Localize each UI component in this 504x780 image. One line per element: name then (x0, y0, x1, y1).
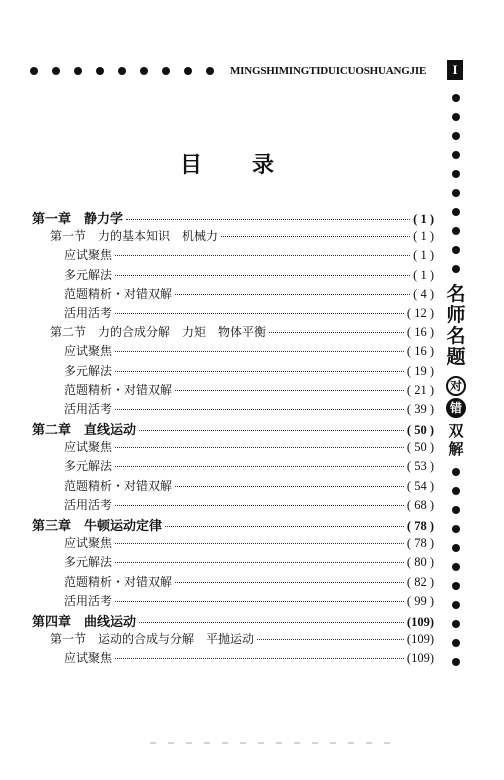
toc-entry-title: 应试聚焦 (64, 651, 113, 666)
dot-icon (452, 468, 460, 476)
page-title: 目录 (179, 153, 324, 178)
side-title-char: 题 (446, 346, 466, 368)
dot-leader (115, 505, 404, 506)
dot-icon (452, 639, 460, 647)
dot-leader (175, 486, 404, 487)
toc-page-number: ( 21 ) (406, 382, 434, 397)
toc-page-number: ( 12 ) (406, 305, 434, 320)
dot-icon (452, 487, 460, 495)
dot-leader (115, 313, 404, 314)
header-text: MINGSHIMINGTIDUICUOSHUANGJIE (230, 65, 427, 77)
dot-leader (115, 562, 404, 563)
toc-page-number: ( 1 ) (413, 229, 434, 244)
toc-page-number: ( 16 ) (406, 325, 434, 340)
dot-leader (165, 526, 404, 527)
toc-entry-title: 多元解法 (64, 555, 113, 570)
dot-icon (452, 658, 460, 666)
dot-leader (115, 275, 410, 276)
toc-entry[interactable] (32, 362, 434, 381)
dot-leader (115, 371, 404, 372)
toc-entry[interactable] (32, 457, 434, 476)
toc-page-number: ( 4 ) (413, 286, 434, 301)
toc-entry[interactable] (32, 266, 434, 285)
toc-page-number: ( 80 ) (406, 555, 434, 570)
toc-entry-title: 活用活考 (64, 401, 113, 416)
toc-entry[interactable] (32, 477, 434, 496)
dot-icon (96, 67, 104, 75)
toc-chapter[interactable] (32, 208, 434, 227)
dot-leader (115, 409, 404, 410)
toc-page-number: ( 1 ) (413, 248, 434, 263)
dot-icon (162, 67, 170, 75)
toc-page-number: ( 50 ) (406, 440, 434, 455)
dot-icon (452, 601, 460, 609)
dot-icon (452, 227, 460, 235)
toc-entry[interactable] (32, 553, 434, 572)
dot-leader (269, 332, 404, 333)
toc-chapter[interactable] (32, 419, 434, 438)
toc-page-number: ( 99 ) (406, 593, 434, 608)
toc-entry[interactable] (32, 496, 434, 515)
toc-entry-title: 范题精析・对错双解 (64, 382, 173, 397)
dot-icon (452, 113, 460, 121)
dot-leader (139, 430, 404, 431)
toc-entry-title: 第三章 牛顿运动定律 (32, 519, 163, 534)
side-sub-char: 解 (448, 440, 464, 458)
side-title (446, 284, 466, 368)
toc-page-number: ( 54 ) (406, 478, 434, 493)
dot-icon (452, 563, 460, 571)
dot-leader (175, 390, 404, 391)
toc-entry-title: 应试聚焦 (64, 344, 113, 359)
page-number: I (447, 60, 463, 80)
dot-icon (452, 525, 460, 533)
toc-entry-title: 第一节 运动的合成与分解 平抛运动 (50, 632, 255, 647)
toc-entry[interactable] (32, 592, 434, 611)
toc-page-number: ( 16 ) (406, 344, 434, 359)
scan-artifact (150, 742, 390, 744)
dot-icon (30, 67, 38, 75)
dot-icon (452, 189, 460, 197)
running-header (30, 62, 470, 82)
toc-entry-title: 第一节 力的基本知识 机械力 (50, 229, 219, 244)
toc-page-number: (109) (406, 614, 434, 629)
toc-section[interactable] (32, 227, 434, 246)
dot-leader (175, 582, 404, 583)
dot-icon (452, 132, 460, 140)
dot-icon (452, 620, 460, 628)
dot-icon (452, 582, 460, 590)
toc-entry-title: 多元解法 (64, 267, 113, 282)
toc-page-number: ( 1 ) (413, 267, 434, 282)
dot-icon (452, 544, 460, 552)
toc-entry-title: 范题精析・对错双解 (64, 286, 173, 301)
toc-page-number: (109) (406, 651, 434, 666)
circled-char: 对 (446, 376, 466, 396)
toc-entry-title: 活用活考 (64, 593, 113, 608)
table-of-contents (32, 208, 434, 669)
toc-entry[interactable] (32, 285, 434, 304)
side-title-char: 名 (446, 325, 466, 347)
toc-entry-title: 范题精析・对错双解 (64, 574, 173, 589)
dot-leader (115, 447, 404, 448)
dot-icon (118, 67, 126, 75)
dot-icon (74, 67, 82, 75)
dot-leader (115, 351, 404, 352)
toc-chapter[interactable] (32, 515, 434, 534)
toc-entry-title: 应试聚焦 (64, 440, 113, 455)
dot-icon (452, 265, 460, 273)
toc-page-number: ( 82 ) (406, 574, 434, 589)
toc-entry[interactable] (32, 534, 434, 553)
dot-icon (52, 67, 60, 75)
dot-leader (221, 236, 410, 237)
dot-leader (115, 466, 404, 467)
toc-page-number: ( 68 ) (406, 497, 434, 512)
dot-icon (452, 94, 460, 102)
toc-entry[interactable] (32, 649, 434, 668)
toc-entry[interactable] (32, 381, 434, 400)
toc-entry-title: 多元解法 (64, 363, 113, 378)
toc-entry[interactable] (32, 438, 434, 457)
dot-icon (452, 246, 460, 254)
toc-entry[interactable] (32, 400, 434, 419)
toc-page-number: ( 53 ) (406, 459, 434, 474)
dot-leader (115, 601, 404, 602)
toc-page-number: ( 19 ) (406, 363, 434, 378)
dot-icon (140, 67, 148, 75)
toc-section[interactable] (32, 323, 434, 342)
toc-page-number: ( 1 ) (413, 212, 434, 226)
dot-leader (115, 543, 404, 544)
dot-icon (206, 67, 214, 75)
toc-entry-title: 多元解法 (64, 459, 113, 474)
side-banner (446, 94, 466, 677)
toc-entry-title: 活用活考 (64, 497, 113, 512)
toc-entry-title: 第二节 力的合成分解 力矩 物体平衡 (50, 325, 267, 340)
dot-leader (139, 622, 404, 623)
dot-leader (175, 294, 410, 295)
toc-section[interactable] (32, 630, 434, 649)
dot-icon (452, 208, 460, 216)
side-subtitle (446, 422, 466, 458)
toc-page-number: ( 50 ) (406, 423, 434, 438)
toc-entry-title: 第四章 曲线运动 (32, 614, 137, 630)
side-title-char: 师 (446, 304, 466, 326)
side-title-char: 名 (446, 283, 466, 305)
toc-entry-title: 第一章 静力学 (32, 212, 124, 227)
toc-page-number: ( 78 ) (406, 519, 434, 533)
toc-entry-title: 第二章 直线运动 (32, 423, 137, 439)
toc-entry[interactable] (32, 342, 434, 361)
dot-icon (184, 67, 192, 75)
toc-entry[interactable] (32, 304, 434, 323)
toc-entry[interactable] (32, 573, 434, 592)
dot-icon (452, 506, 460, 514)
toc-entry-title: 范题精析・对错双解 (64, 478, 173, 493)
toc-chapter[interactable] (32, 611, 434, 630)
toc-entry[interactable] (32, 246, 434, 265)
dot-leader (115, 658, 404, 659)
toc-page-number: (109) (406, 632, 434, 647)
side-sub-char: 双 (448, 422, 464, 440)
circled-char-filled: 错 (446, 398, 466, 418)
toc-entry-title: 活用活考 (64, 305, 113, 320)
toc-page-number: ( 39 ) (406, 401, 434, 416)
toc-entry-title: 应试聚焦 (64, 248, 113, 263)
dot-leader (257, 639, 404, 640)
toc-page-number: ( 78 ) (406, 536, 434, 551)
header-dots (30, 67, 214, 75)
dot-leader (115, 255, 410, 256)
toc-entry-title: 应试聚焦 (64, 536, 113, 551)
dot-leader (126, 219, 410, 220)
